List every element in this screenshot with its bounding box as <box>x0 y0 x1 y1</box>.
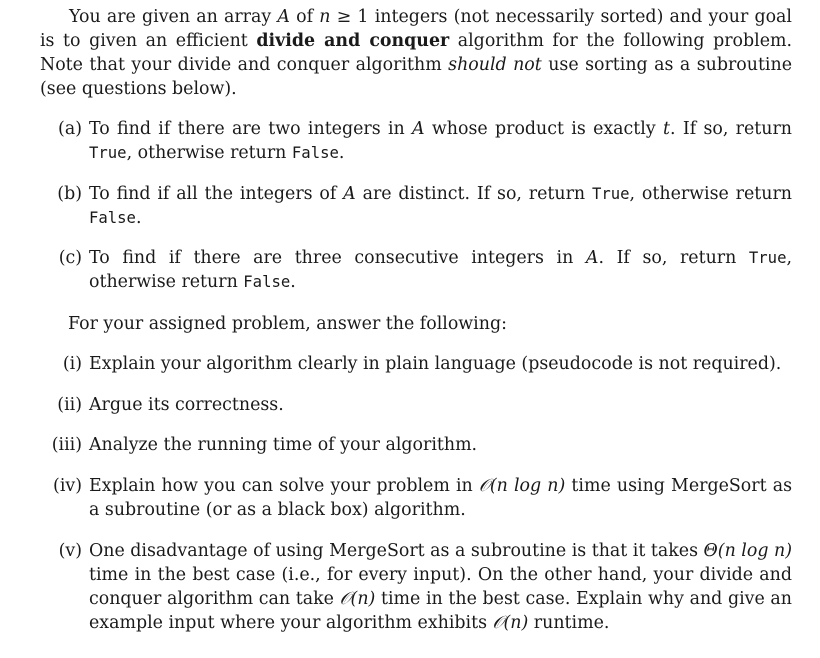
intro-bold: divide and conquer <box>256 31 450 51</box>
text: . <box>338 143 345 163</box>
question-text: Explain your algorithm clearly in plain language (pseudocode is not required). <box>89 354 782 374</box>
math-A: A <box>277 7 290 27</box>
question-label: (i) <box>62 354 82 374</box>
text: time using MergeSort as a subroutine (or as a black box) algorithm. <box>89 476 793 520</box>
text: whose product is exactly <box>424 119 663 139</box>
intro-emphasis: should not <box>448 55 542 75</box>
text: time in the best case (i.e., for every input). On the other hand, your divide and conquer algorithm can take <box>89 565 792 609</box>
math-big-o-nlogn: 𝒪(n log n) <box>478 476 566 496</box>
text: Explain how you can solve your problem in <box>89 476 479 496</box>
math-A: A <box>412 119 425 139</box>
text: To find if all the integers of <box>89 184 344 204</box>
text: time in the best case. Explain why and give an example input where your algorithm exhibits <box>89 589 792 633</box>
text: are distinct. If so, return <box>355 184 592 204</box>
text: , otherwise return <box>126 143 292 163</box>
text: , otherwise return <box>629 184 792 204</box>
problem-label: (c) <box>58 248 82 268</box>
text: . If so, return <box>598 248 749 268</box>
question-label: (ii) <box>57 395 82 415</box>
text: , otherwise return <box>89 248 792 292</box>
problem-text <box>89 246 792 294</box>
code-true: True <box>591 185 630 203</box>
problem-label: (b) <box>57 184 82 204</box>
question-text <box>89 539 792 635</box>
math-big-o-n: 𝒪(n) <box>492 613 529 633</box>
problem-label: (a) <box>58 119 82 139</box>
code-false: False <box>243 273 291 291</box>
math-big-o-n: 𝒪(n) <box>339 589 376 609</box>
math-ge-1: ≥ 1 <box>330 7 369 27</box>
text: To find if there are three consecutive integers in <box>89 248 586 268</box>
problem-text <box>89 117 792 165</box>
code-false: False <box>291 144 339 162</box>
math-theta-nlogn: Θ(n log n) <box>703 541 792 561</box>
code-false: False <box>89 209 136 227</box>
intro-text-1: You are given an array <box>69 7 278 27</box>
question-label: (iii) <box>51 435 82 455</box>
question-text: Argue its correctness. <box>89 395 284 415</box>
questions-lead: For your assigned problem, answer the following: <box>68 314 507 334</box>
question-text: Analyze the running time of your algorithm. <box>89 435 478 455</box>
code-true: True <box>89 144 127 162</box>
text: . <box>135 208 142 228</box>
math-t: t <box>662 119 670 139</box>
math-A: A <box>343 184 356 204</box>
intro-paragraph <box>40 5 792 101</box>
intro-text-3: integers (not necessarily sorted) and your goal is to given an efficient <box>40 7 792 51</box>
text: . If so, return <box>669 119 792 139</box>
intro-text-4: algorithm for the following problem. Note that your divide and conquer algorithm <box>40 31 793 75</box>
intro-text-5: use sorting as a subroutine (see questions below). <box>40 55 792 99</box>
math-n: n <box>319 7 331 27</box>
text: One disadvantage of using MergeSort as a subroutine is that it takes <box>89 541 704 561</box>
code-true: True <box>748 249 787 267</box>
math-A: A <box>585 248 599 268</box>
text: runtime. <box>528 613 610 633</box>
text: To find if there are two integers in <box>89 119 413 139</box>
question-label: (iv) <box>53 476 82 496</box>
problem-text <box>89 182 792 230</box>
question-label: (v) <box>58 541 82 561</box>
intro-text-2: of <box>289 7 320 27</box>
question-text <box>89 474 792 522</box>
text: . <box>290 272 296 292</box>
